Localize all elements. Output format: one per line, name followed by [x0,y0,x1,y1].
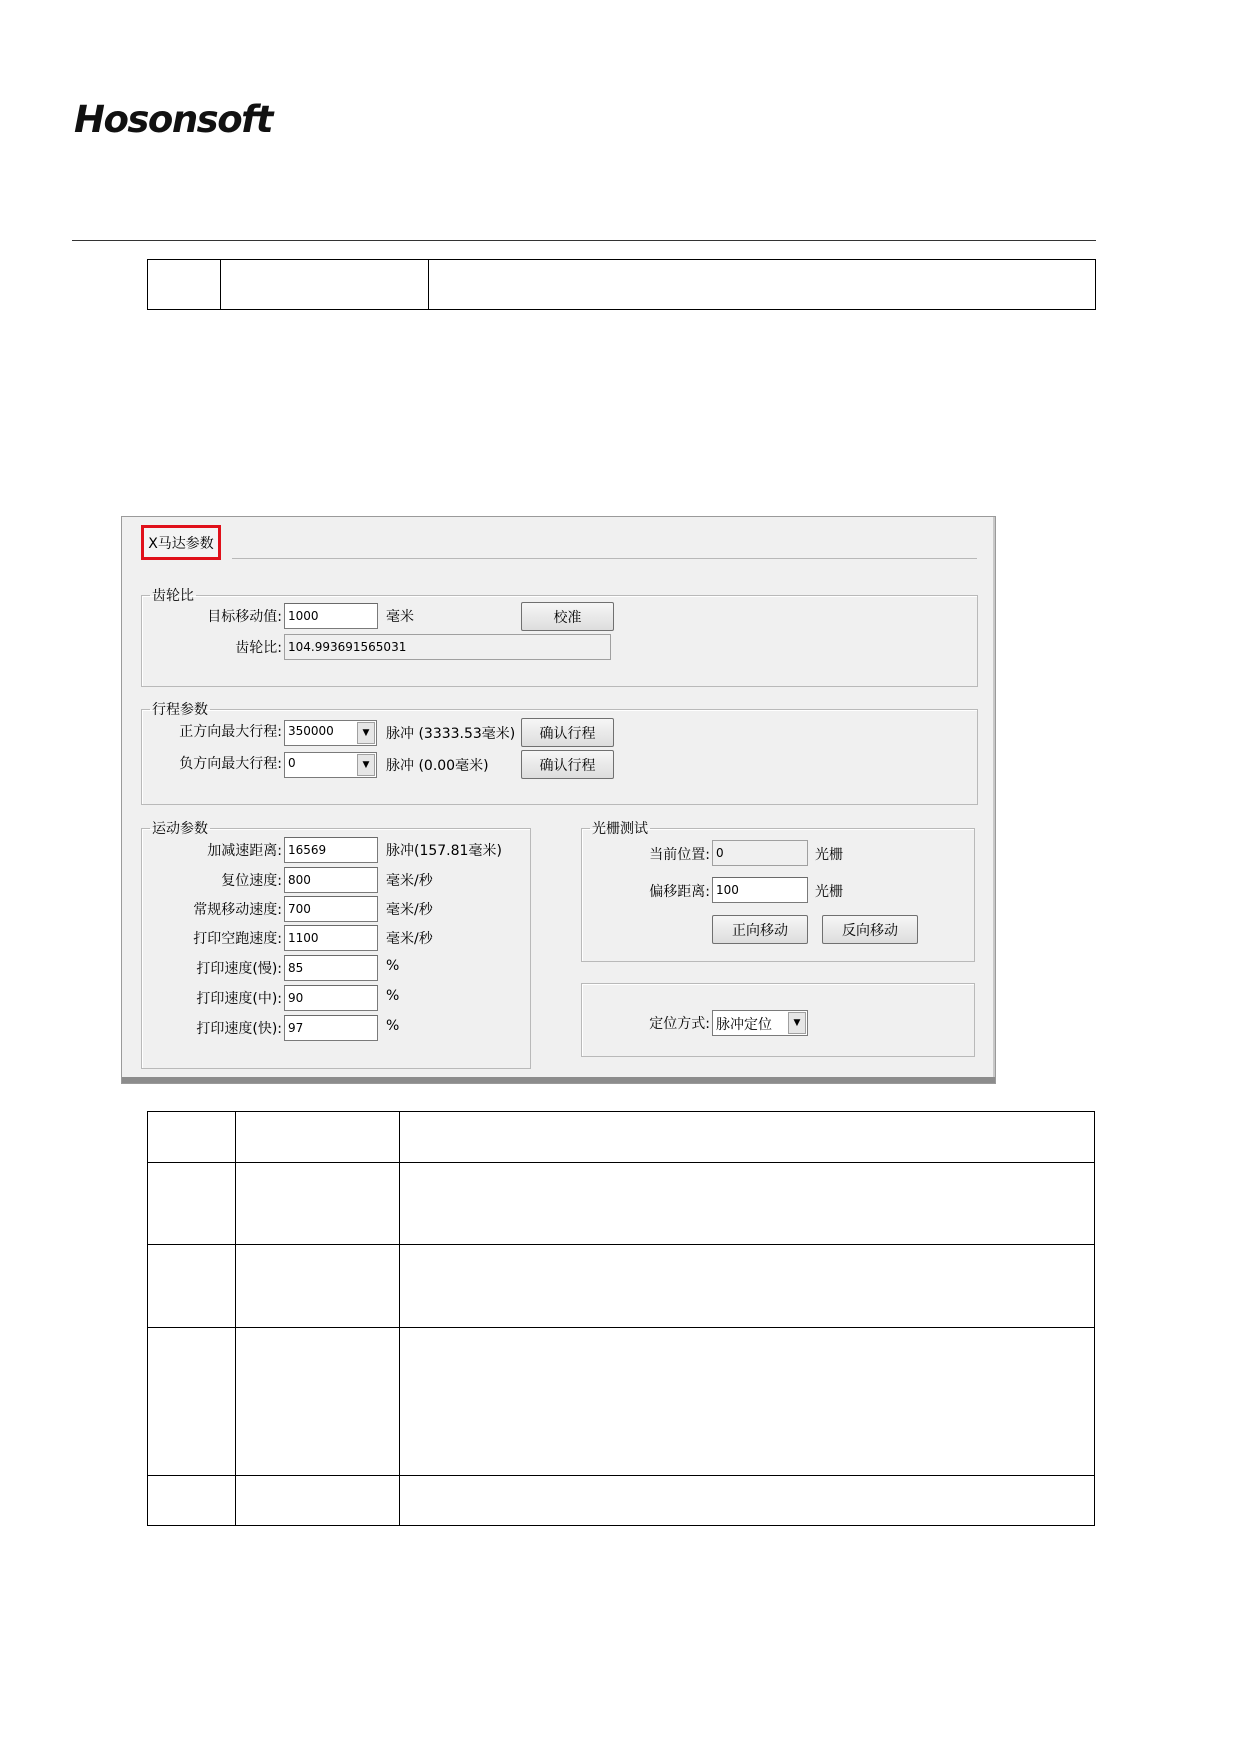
offset-distance-input[interactable] [712,877,808,903]
accel-distance-unit: 脉冲(157.81毫米) [386,843,502,859]
print-idle-speed-unit: 毫米/秒 [386,931,433,947]
hosonsoft-logo: Hosonsoft [74,98,272,141]
table-cell [236,1163,400,1245]
normal-move-speed-unit: 毫米/秒 [386,902,433,918]
header-rule [72,240,1096,241]
table-row [148,1163,1095,1245]
table-cell [221,260,429,310]
print-speed-medium-input[interactable] [284,985,378,1011]
table-cell [148,1112,236,1163]
negative-max-travel-unit: 脉冲 (0.00毫米) [386,758,489,774]
print-idle-speed-label: 打印空跑速度: [193,931,282,947]
table-cell [400,1476,1095,1526]
table-cell [148,1163,236,1245]
chevron-down-icon[interactable]: ▼ [357,754,375,776]
normal-move-speed-input[interactable] [284,896,378,922]
table-cell [400,1328,1095,1476]
cropped-tab-strip [122,1077,995,1083]
print-speed-slow-unit: % [386,958,400,974]
target-move-label: 目标移动值: [207,609,282,625]
table-cell [236,1328,400,1476]
positive-max-travel-value: 350000 [288,724,334,738]
table-cell [148,1245,236,1328]
table-cell [148,1476,236,1526]
gear-ratio-legend: 齿轮比 [152,588,194,604]
positioning-mode-value: 脉冲定位 [716,1017,772,1033]
positive-max-travel-unit: 脉冲 (3333.53毫米) [386,726,516,742]
table-row [148,1476,1095,1526]
table-cell [400,1112,1095,1163]
current-position-label: 当前位置: [649,847,710,863]
grating-test-legend: 光栅测试 [592,821,648,837]
tab-divider [232,558,977,559]
confirm-negative-travel-button[interactable]: 确认行程 [521,750,614,779]
reset-speed-unit: 毫米/秒 [386,873,433,889]
tab-x-motor-parameters[interactable]: X马达参数 [141,525,221,560]
current-position-field [712,840,808,866]
print-idle-speed-input[interactable] [284,925,378,951]
positive-max-travel-combo[interactable] [284,720,377,746]
print-speed-slow-input[interactable] [284,955,378,981]
bottom-table [147,1111,1095,1526]
negative-max-travel-combo[interactable] [284,752,377,778]
positive-max-travel-label: 正方向最大行程: [179,724,282,740]
positioning-mode-label: 定位方式: [649,1016,710,1032]
positioning-mode-select[interactable] [712,1010,808,1036]
chevron-down-icon[interactable]: ▼ [788,1012,806,1034]
move-reverse-button[interactable]: 反向移动 [822,915,918,944]
table-row [148,1245,1095,1328]
move-forward-button[interactable]: 正向移动 [712,915,808,944]
reset-speed-input[interactable] [284,867,378,893]
chevron-down-icon[interactable]: ▼ [357,722,375,744]
print-speed-fast-unit: % [386,1018,400,1034]
offset-distance-unit: 光栅 [815,884,843,900]
current-position-unit: 光栅 [815,847,843,863]
table-cell [400,1245,1095,1328]
table-cell [236,1245,400,1328]
gear-ratio-label: 齿轮比: [235,640,282,656]
table-row [148,1328,1095,1476]
accel-distance-label: 加减速距离: [207,843,282,859]
table-cell [236,1476,400,1526]
table-cell [429,260,1096,310]
print-speed-fast-input[interactable] [284,1015,378,1041]
accel-distance-input[interactable] [284,837,378,863]
calibrate-button[interactable]: 校准 [521,602,614,631]
top-table [147,259,1096,310]
table-cell [148,1328,236,1476]
reset-speed-label: 复位速度: [221,873,282,889]
gear-ratio-field [284,634,611,660]
print-speed-medium-unit: % [386,988,400,1004]
negative-max-travel-label: 负方向最大行程: [179,756,282,772]
print-speed-medium-label: 打印速度(中): [196,991,282,1007]
table-cell [148,260,221,310]
table-row [148,1112,1095,1163]
target-move-unit: 毫米 [386,609,414,625]
normal-move-speed-label: 常规移动速度: [193,902,282,918]
print-speed-slow-label: 打印速度(慢): [196,961,282,977]
confirm-positive-travel-button[interactable]: 确认行程 [521,718,614,747]
motion-parameters-legend: 运动参数 [152,821,208,837]
offset-distance-label: 偏移距离: [649,884,710,900]
target-move-input[interactable] [284,603,378,629]
print-speed-fast-label: 打印速度(快): [196,1021,282,1037]
negative-max-travel-value: 0 [288,756,296,770]
table-cell [400,1163,1095,1245]
motor-parameter-screenshot [121,516,996,1084]
travel-parameters-legend: 行程参数 [152,702,208,718]
table-cell [236,1112,400,1163]
